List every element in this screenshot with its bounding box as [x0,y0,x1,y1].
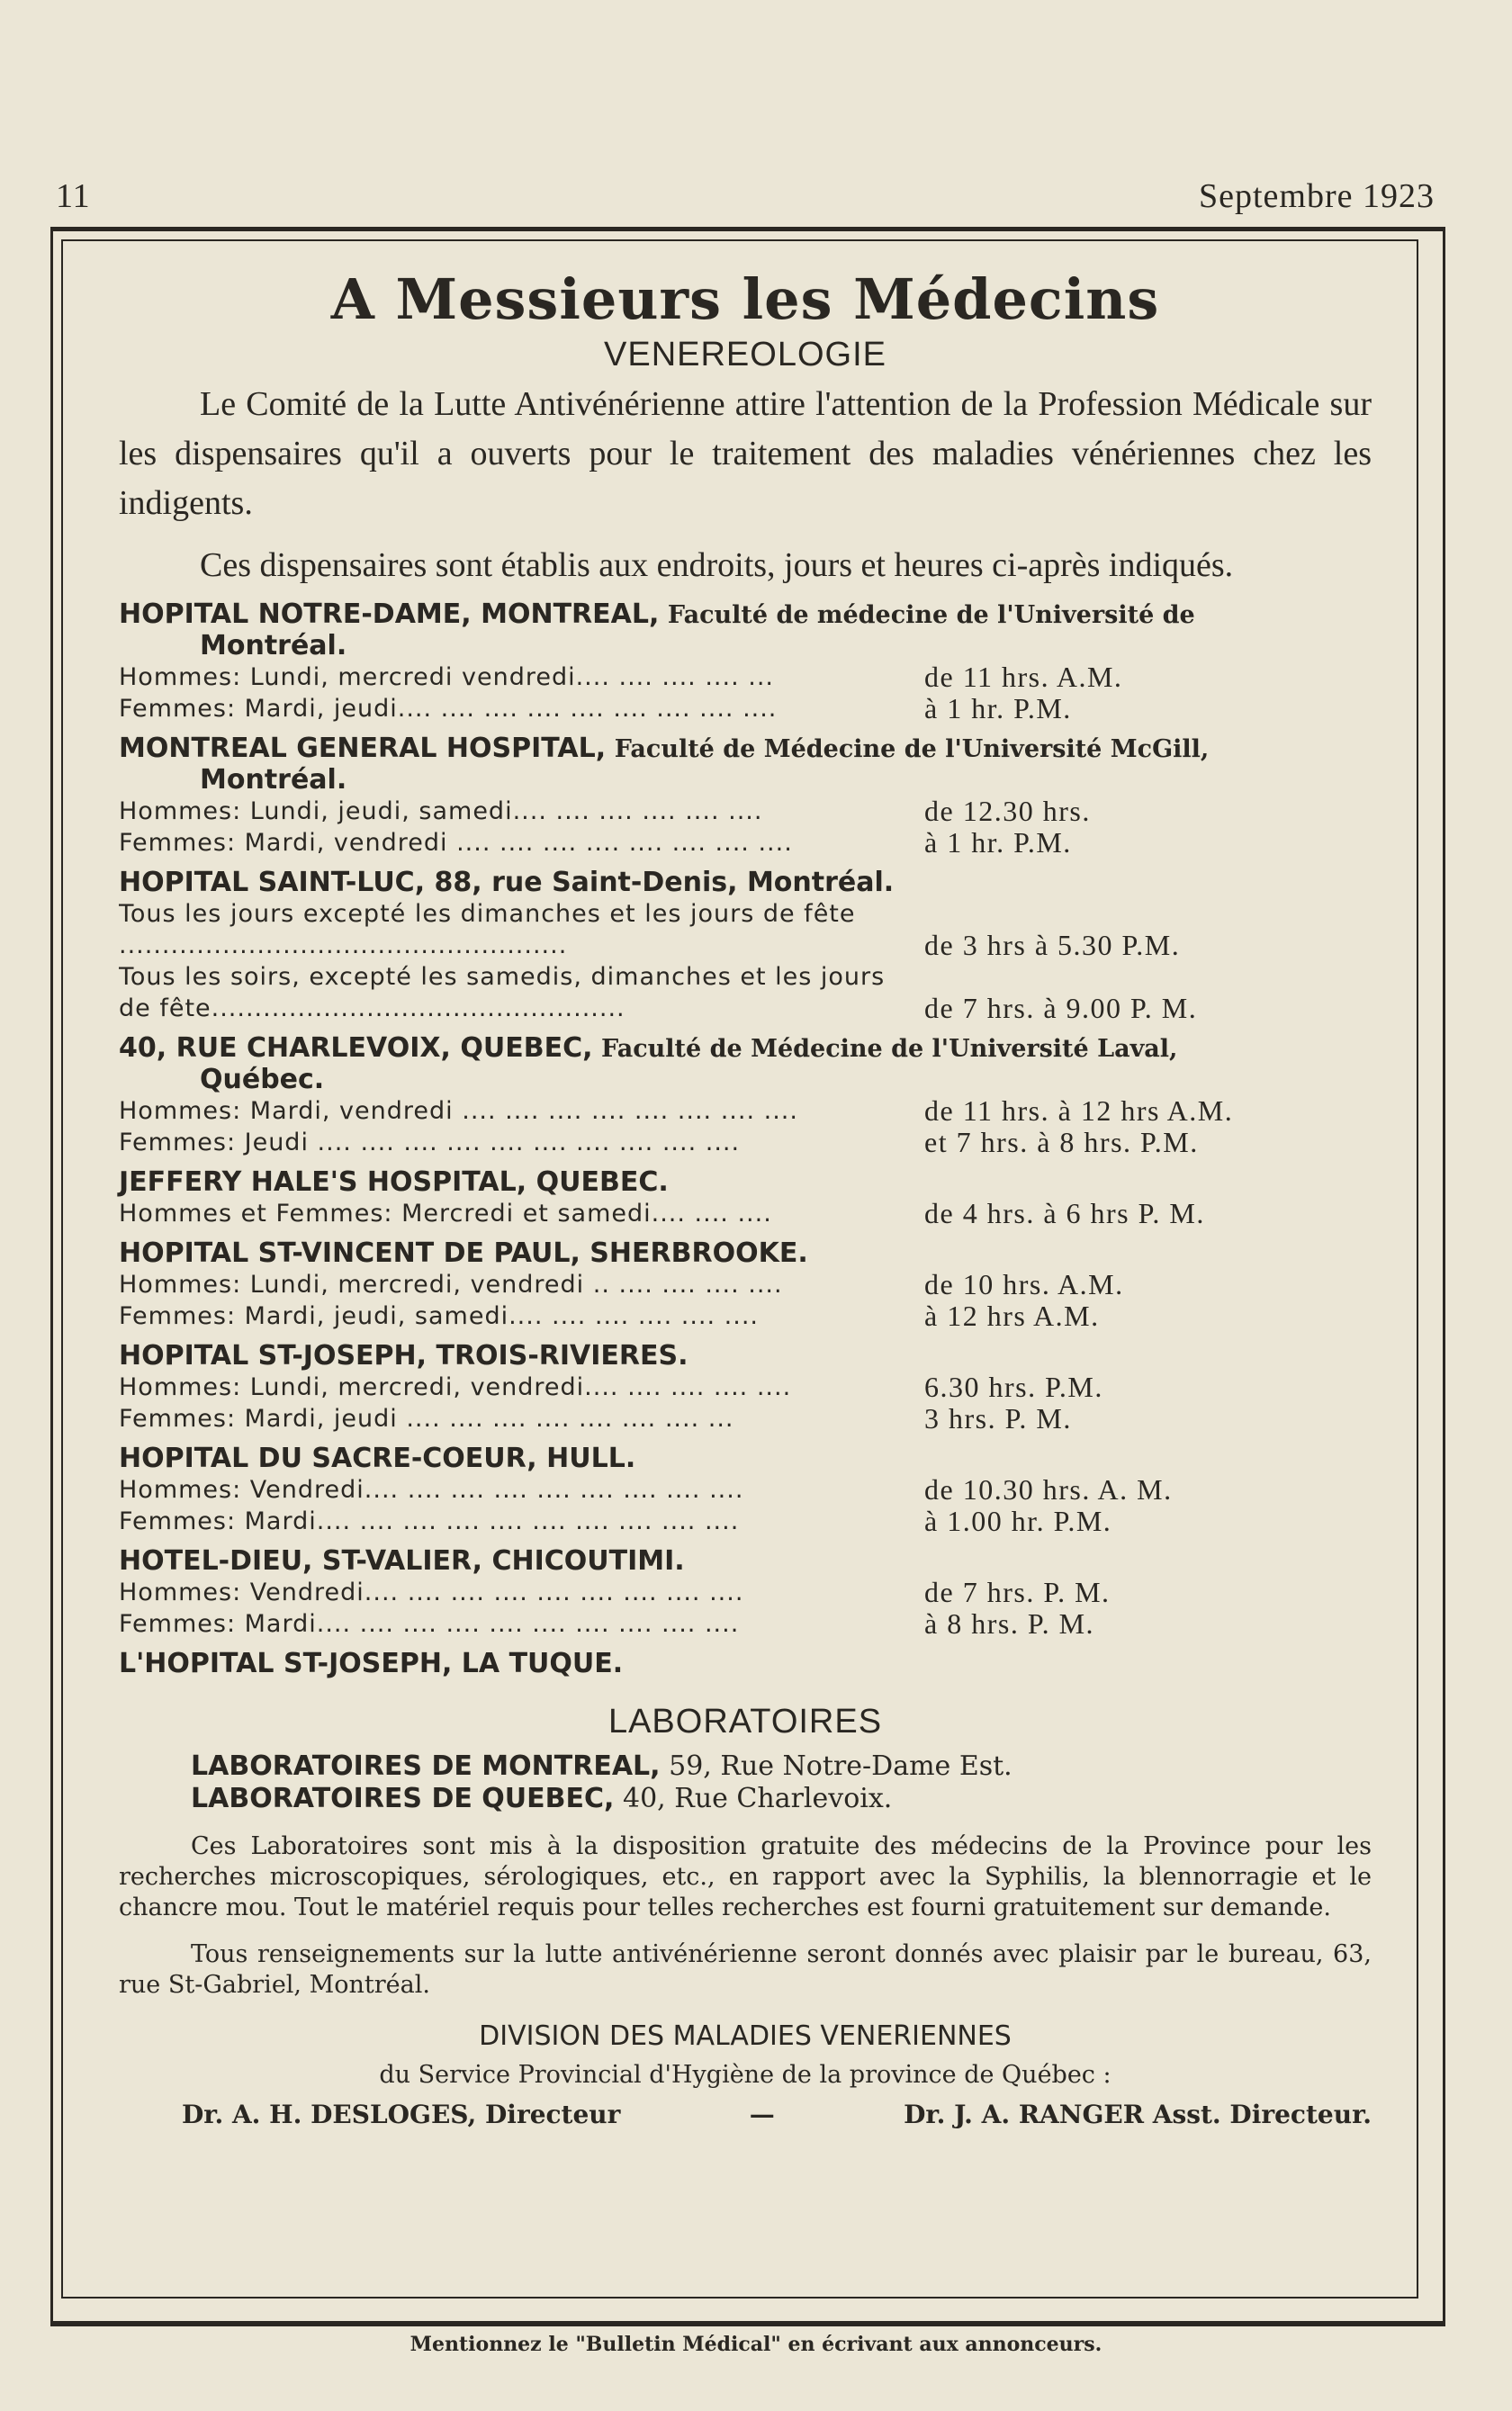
hospital-entry [119,1546,1372,1640]
footer-note: Mentionnez le "Bulletin Médical" en écrivant aux annonceurs. [410,2333,1102,2356]
schedule-days: Hommes: Vendredi.... .... .... .... .... .... .... .... .... [119,1476,744,1504]
schedule-row [119,961,1372,1024]
directors-line [119,2100,1372,2129]
schedule-row [119,898,1372,961]
schedule-days: Hommes: Lundi, mercredi, vendredi .. .... .... .... .... [119,1271,783,1299]
schedule-days: Hommes et Femmes: Mercredi et samedi.... .... .... [119,1200,772,1228]
hospital-faculty: Faculté de Médecine de l'Université McGill, [614,735,1210,763]
schedule-days: Hommes: Lundi, mercredi, vendredi.... .... .... .... .... [119,1373,792,1401]
hospital-heading [119,1444,1372,1474]
schedule-hours: de 10 hrs. A.M. [924,1268,1124,1300]
hospital-faculty: Faculté de Médecine de l'Université Laval, [601,1035,1178,1063]
schedule-days: Femmes: Mardi, jeudi.... .... .... .... .... .... .... .... .... [119,695,778,723]
schedule-days: Femmes: Mardi, jeudi .... .... .... .... .... .... .... ... [119,1405,734,1433]
schedule-hours: de 7 hrs. à 9.00 P. M. [924,992,1198,1024]
hospital-heading [119,1167,1372,1198]
labs-list [119,1750,1372,1815]
division-title: DIVISION DES MALADIES VENERIENNES [479,2020,1012,2052]
hospital-heading [119,1546,1372,1577]
page-title: A Messieurs les Médecins [330,266,1160,332]
hospital-heading [119,599,1372,631]
hospital-name: HOTEL-DIEU, ST-VALIER, CHICOUTIMI. [119,1545,685,1577]
schedule-hours: et 7 hrs. à 8 hrs. P.M. [924,1126,1199,1158]
advertisement-content [119,266,1372,2129]
schedule-days: Hommes: Lundi, jeudi, samedi.... .... .... .... .... .... [119,797,763,825]
schedule-days: Tous les soirs, excepté les samedis, dimanches et les jours de fête................................................ [119,963,886,1022]
schedule-hours: de 12.30 hrs. [924,795,1091,827]
info-paragraph: Tous renseignements sur la lutte antivénérienne seront donnés avec plaisir par le bureau, 63, rue St-Gabriel, Montréal. [119,1940,1372,1999]
hospital-name: HOPITAL SAINT-LUC, 88, rue Saint-Denis, Montréal. [119,867,895,898]
schedule-hours: 6.30 hrs. P.M. [924,1371,1103,1403]
schedule-hours: de 4 hrs. à 6 hrs P. M. [924,1197,1205,1229]
schedule-row [119,1372,1372,1403]
schedule-hours: à 8 hrs. P. M. [924,1607,1095,1640]
lab-name: LABORATOIRES DE QUEBEC, [191,1783,615,1814]
schedule-row [119,1403,1372,1435]
schedule-hours: de 10.30 hrs. A. M. [924,1473,1173,1506]
schedule-days: Femmes: Mardi.... .... .... .... .... .... .... .... .... .... [119,1610,740,1638]
page-header [56,176,1435,216]
service-line: du Service Provincial d'Hygiène de la province de Québec : [379,2061,1112,2089]
labs-paragraph: Ces Laboratoires sont mis à la disposition gratuite des médecins de la Province pour les recherches microscopiques, sérologiques, etc., en rapport avec la Syphilis, la blennorragie et le chancre mou. Tout le matériel requis pour telles recherches est fourni gratuitement sur demande. [119,1832,1372,1921]
schedule-days: Tous les jours excepté les dimanches et les jours de fête .................................................... [119,900,856,959]
hospital-city: Québec. [200,1064,325,1095]
lab-entry [191,1783,1372,1815]
schedule-hours: de 7 hrs. P. M. [924,1576,1111,1608]
hospital-entry [119,868,1372,1024]
hospital-name: HOPITAL NOTRE-DAME, MONTREAL, [119,598,660,630]
schedule-days: Femmes: Mardi.... .... .... .... .... .... .... .... .... .... [119,1507,740,1535]
schedule-row [119,1127,1372,1158]
hospital-name: HOPITAL DU SACRE-COEUR, HULL. [119,1443,636,1474]
schedule-row [119,1577,1372,1608]
issue-date: Septembre 1923 [1198,177,1435,215]
hospital-entry [119,1444,1372,1537]
hospital-heading [119,868,1372,898]
hospital-name: L'HOPITAL ST-JOSEPH, LA TUQUE. [119,1648,624,1679]
lab-name: LABORATOIRES DE MONTREAL, [191,1750,661,1782]
hospital-heading [119,1341,1372,1372]
schedule-hours: à 1.00 hr. P.M. [924,1505,1112,1537]
hospital-name: HOPITAL ST-JOSEPH, TROIS-RIVIERES. [119,1340,688,1372]
schedule-row [119,693,1372,724]
schedule-hours: de 11 hrs. A.M. [924,661,1123,693]
schedule-row [119,827,1372,859]
hospital-entry [119,1649,1372,1679]
hospital-heading [119,1649,1372,1679]
page-number: 11 [56,177,91,215]
schedule-hours: de 3 hrs à 5.30 P.M. [924,929,1181,961]
schedule-hours: à 1 hr. P.M. [924,826,1072,859]
hospital-entry [119,1033,1372,1158]
schedule-row [119,1269,1372,1300]
hospital-name: HOPITAL ST-VINCENT DE PAUL, SHERBROOKE. [119,1237,808,1269]
schedule-row [119,1095,1372,1127]
schedule-row [119,661,1372,693]
lab-address: 59, Rue Notre-Dame Est. [669,1750,1012,1782]
schedule-days: Hommes: Vendredi.... .... .... .... .... .... .... .... .... [119,1579,744,1606]
schedule-row [119,1506,1372,1537]
assistant-director-name: Dr. J. A. RANGER Asst. Directeur. [904,2100,1372,2129]
schedule-hours: à 1 hr. P.M. [924,692,1072,724]
hospital-city: Montréal. [200,764,347,796]
schedule-row [119,1300,1372,1332]
subtitle: VENEREOLOGIE [604,336,886,373]
hospital-city: Montréal. [200,630,347,661]
lab-entry [191,1750,1372,1783]
hospital-list [119,599,1372,1679]
hospital-name: MONTREAL GENERAL HOSPITAL, [119,733,607,764]
hospital-name: 40, RUE CHARLEVOIX, QUEBEC, [119,1032,593,1064]
schedule-row [119,1608,1372,1640]
intro-paragraph: Ces dispensaires sont établis aux endroits, jours et heures ci-après indiqués. [200,546,1234,584]
separator: — [749,2100,775,2129]
intro-paragraph: Le Comité de la Lutte Antivénérienne attire l'attention de la Profession Médicale sur les dispensaires qu'il a ouverts pour le traitement des maladies vénériennes chez les indigents. [119,385,1372,522]
hospital-entry [119,1167,1372,1229]
schedule-days: Hommes: Lundi, mercredi vendredi.... .... .... .... ... [119,663,774,691]
hospital-heading [119,733,1372,765]
schedule-hours: à 12 hrs A.M. [924,1300,1100,1332]
hospital-entry [119,733,1372,859]
hospital-entry [119,1238,1372,1332]
hospital-faculty: Faculté de médecine de l'Université de [667,601,1195,629]
schedule-hours: de 11 hrs. à 12 hrs A.M. [924,1094,1234,1127]
hospital-name: JEFFERY HALE'S HOSPITAL, QUEBEC. [119,1166,669,1198]
lab-address: 40, Rue Charlevoix. [622,1783,893,1814]
hospital-entry [119,599,1372,724]
schedule-days: Femmes: Jeudi .... .... .... .... .... .... .... .... .... .... [119,1129,741,1156]
hospital-heading [119,1033,1372,1065]
hospital-entry [119,1341,1372,1435]
labs-title: LABORATOIRES [608,1703,883,1741]
schedule-days: Hommes: Mardi, vendredi .... .... .... .... .... .... .... .... [119,1097,798,1125]
schedule-row [119,796,1372,827]
schedule-row [119,1474,1372,1506]
schedule-row [119,1198,1372,1229]
schedule-days: Femmes: Mardi, jeudi, samedi.... .... .... .... .... .... [119,1302,759,1330]
director-name: Dr. A. H. DESLOGES, Directeur [182,2100,621,2129]
schedule-days: Femmes: Mardi, vendredi .... .... .... .... .... .... .... .... [119,829,793,857]
hospital-heading [119,1238,1372,1269]
schedule-hours: 3 hrs. P. M. [924,1402,1072,1435]
